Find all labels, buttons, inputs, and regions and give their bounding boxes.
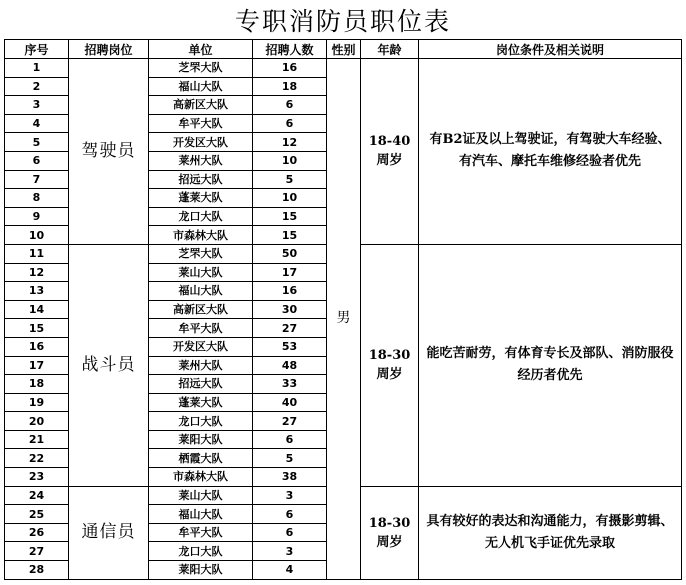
unit-name: 莱阳大队 [149,561,253,580]
row-no: 1 [5,59,69,78]
row-no: 22 [5,449,69,468]
hire-count: 17 [253,263,327,282]
unit-name: 市森林大队 [149,468,253,487]
unit-name: 招远大队 [149,170,253,189]
header-row [5,40,682,59]
unit-name: 开发区大队 [149,133,253,152]
requirements-description: 有B2证及以上驾驶证，有驾驶大车经验、有汽车、摩托车维修经验者优先 [419,59,682,245]
header-post: 招聘岗位 [69,40,149,59]
row-no: 14 [5,300,69,319]
page-title: 专职消防员职位表 [234,7,451,36]
row-no: 3 [5,96,69,115]
unit-name: 龙口大队 [149,542,253,561]
row-no: 19 [5,393,69,412]
hire-count: 3 [253,486,327,505]
requirements-description: 能吃苦耐劳，有体育专长及部队、消防服役经历者优先 [419,244,682,486]
hire-count: 33 [253,375,327,394]
row-no: 26 [5,523,69,542]
unit-name: 芝罘大队 [149,59,253,78]
unit-name: 福山大队 [149,77,253,96]
hire-count: 50 [253,244,327,263]
hire-count: 5 [253,449,327,468]
unit-name: 莱州大队 [149,356,253,375]
hire-count: 12 [253,133,327,152]
hire-count: 6 [253,114,327,133]
unit-name: 莱山大队 [149,486,253,505]
row-no: 25 [5,505,69,524]
post-name: 战斗员 [69,244,149,486]
unit-name: 蓬莱大队 [149,393,253,412]
row-no: 10 [5,226,69,245]
row-no: 18 [5,375,69,394]
hire-count: 16 [253,282,327,301]
row-no: 20 [5,412,69,431]
hire-count: 40 [253,393,327,412]
hire-count: 48 [253,356,327,375]
unit-name: 莱阳大队 [149,430,253,449]
unit-name: 龙口大队 [149,207,253,226]
hire-count: 27 [253,412,327,431]
hire-count: 18 [253,77,327,96]
post-name: 通信员 [69,486,149,579]
unit-name: 福山大队 [149,282,253,301]
header-desc: 岗位条件及相关说明 [419,40,682,59]
unit-name: 牟平大队 [149,114,253,133]
row-no: 28 [5,561,69,580]
gender-cell: 男 [327,59,361,580]
row-no: 9 [5,207,69,226]
unit-name: 龙口大队 [149,412,253,431]
row-no: 2 [5,77,69,96]
row-no: 23 [5,468,69,487]
age-range: 18-40 周岁 [361,59,419,245]
requirements-description: 具有较好的表达和沟通能力，有摄影剪辑、无人机飞手证优先录取 [419,486,682,579]
header-no: 序号 [5,40,69,59]
positions-table [4,39,682,580]
hire-count: 3 [253,542,327,561]
hire-count: 27 [253,319,327,338]
table-row [5,59,682,78]
hire-count: 10 [253,151,327,170]
row-no: 16 [5,337,69,356]
unit-name: 牟平大队 [149,523,253,542]
row-no: 17 [5,356,69,375]
unit-name: 莱州大队 [149,151,253,170]
unit-name: 开发区大队 [149,337,253,356]
header-age: 年龄 [361,40,419,59]
age-range: 18-30 周岁 [361,486,419,579]
unit-name: 高新区大队 [149,96,253,115]
hire-count: 15 [253,207,327,226]
unit-name: 高新区大队 [149,300,253,319]
hire-count: 6 [253,505,327,524]
row-no: 4 [5,114,69,133]
hire-count: 30 [253,300,327,319]
hire-count: 6 [253,523,327,542]
unit-name: 蓬莱大队 [149,189,253,208]
hire-count: 53 [253,337,327,356]
unit-name: 芝罘大队 [149,244,253,263]
header-gender: 性别 [327,40,361,59]
row-no: 21 [5,430,69,449]
header-count: 招聘人数 [253,40,327,59]
row-no: 6 [5,151,69,170]
hire-count: 15 [253,226,327,245]
row-no: 13 [5,282,69,301]
row-no: 27 [5,542,69,561]
unit-name: 福山大队 [149,505,253,524]
hire-count: 5 [253,170,327,189]
row-no: 11 [5,244,69,263]
hire-count: 6 [253,430,327,449]
unit-name: 招远大队 [149,375,253,394]
hire-count: 4 [253,561,327,580]
header-unit: 单位 [149,40,253,59]
age-range: 18-30 周岁 [361,244,419,486]
hire-count: 6 [253,96,327,115]
row-no: 24 [5,486,69,505]
post-name: 驾驶员 [69,59,149,245]
unit-name: 莱山大队 [149,263,253,282]
hire-count: 38 [253,468,327,487]
hire-count: 16 [253,59,327,78]
row-no: 7 [5,170,69,189]
row-no: 5 [5,133,69,152]
row-no: 8 [5,189,69,208]
hire-count: 10 [253,189,327,208]
unit-name: 牟平大队 [149,319,253,338]
row-no: 15 [5,319,69,338]
row-no: 12 [5,263,69,282]
unit-name: 栖霞大队 [149,449,253,468]
unit-name: 市森林大队 [149,226,253,245]
